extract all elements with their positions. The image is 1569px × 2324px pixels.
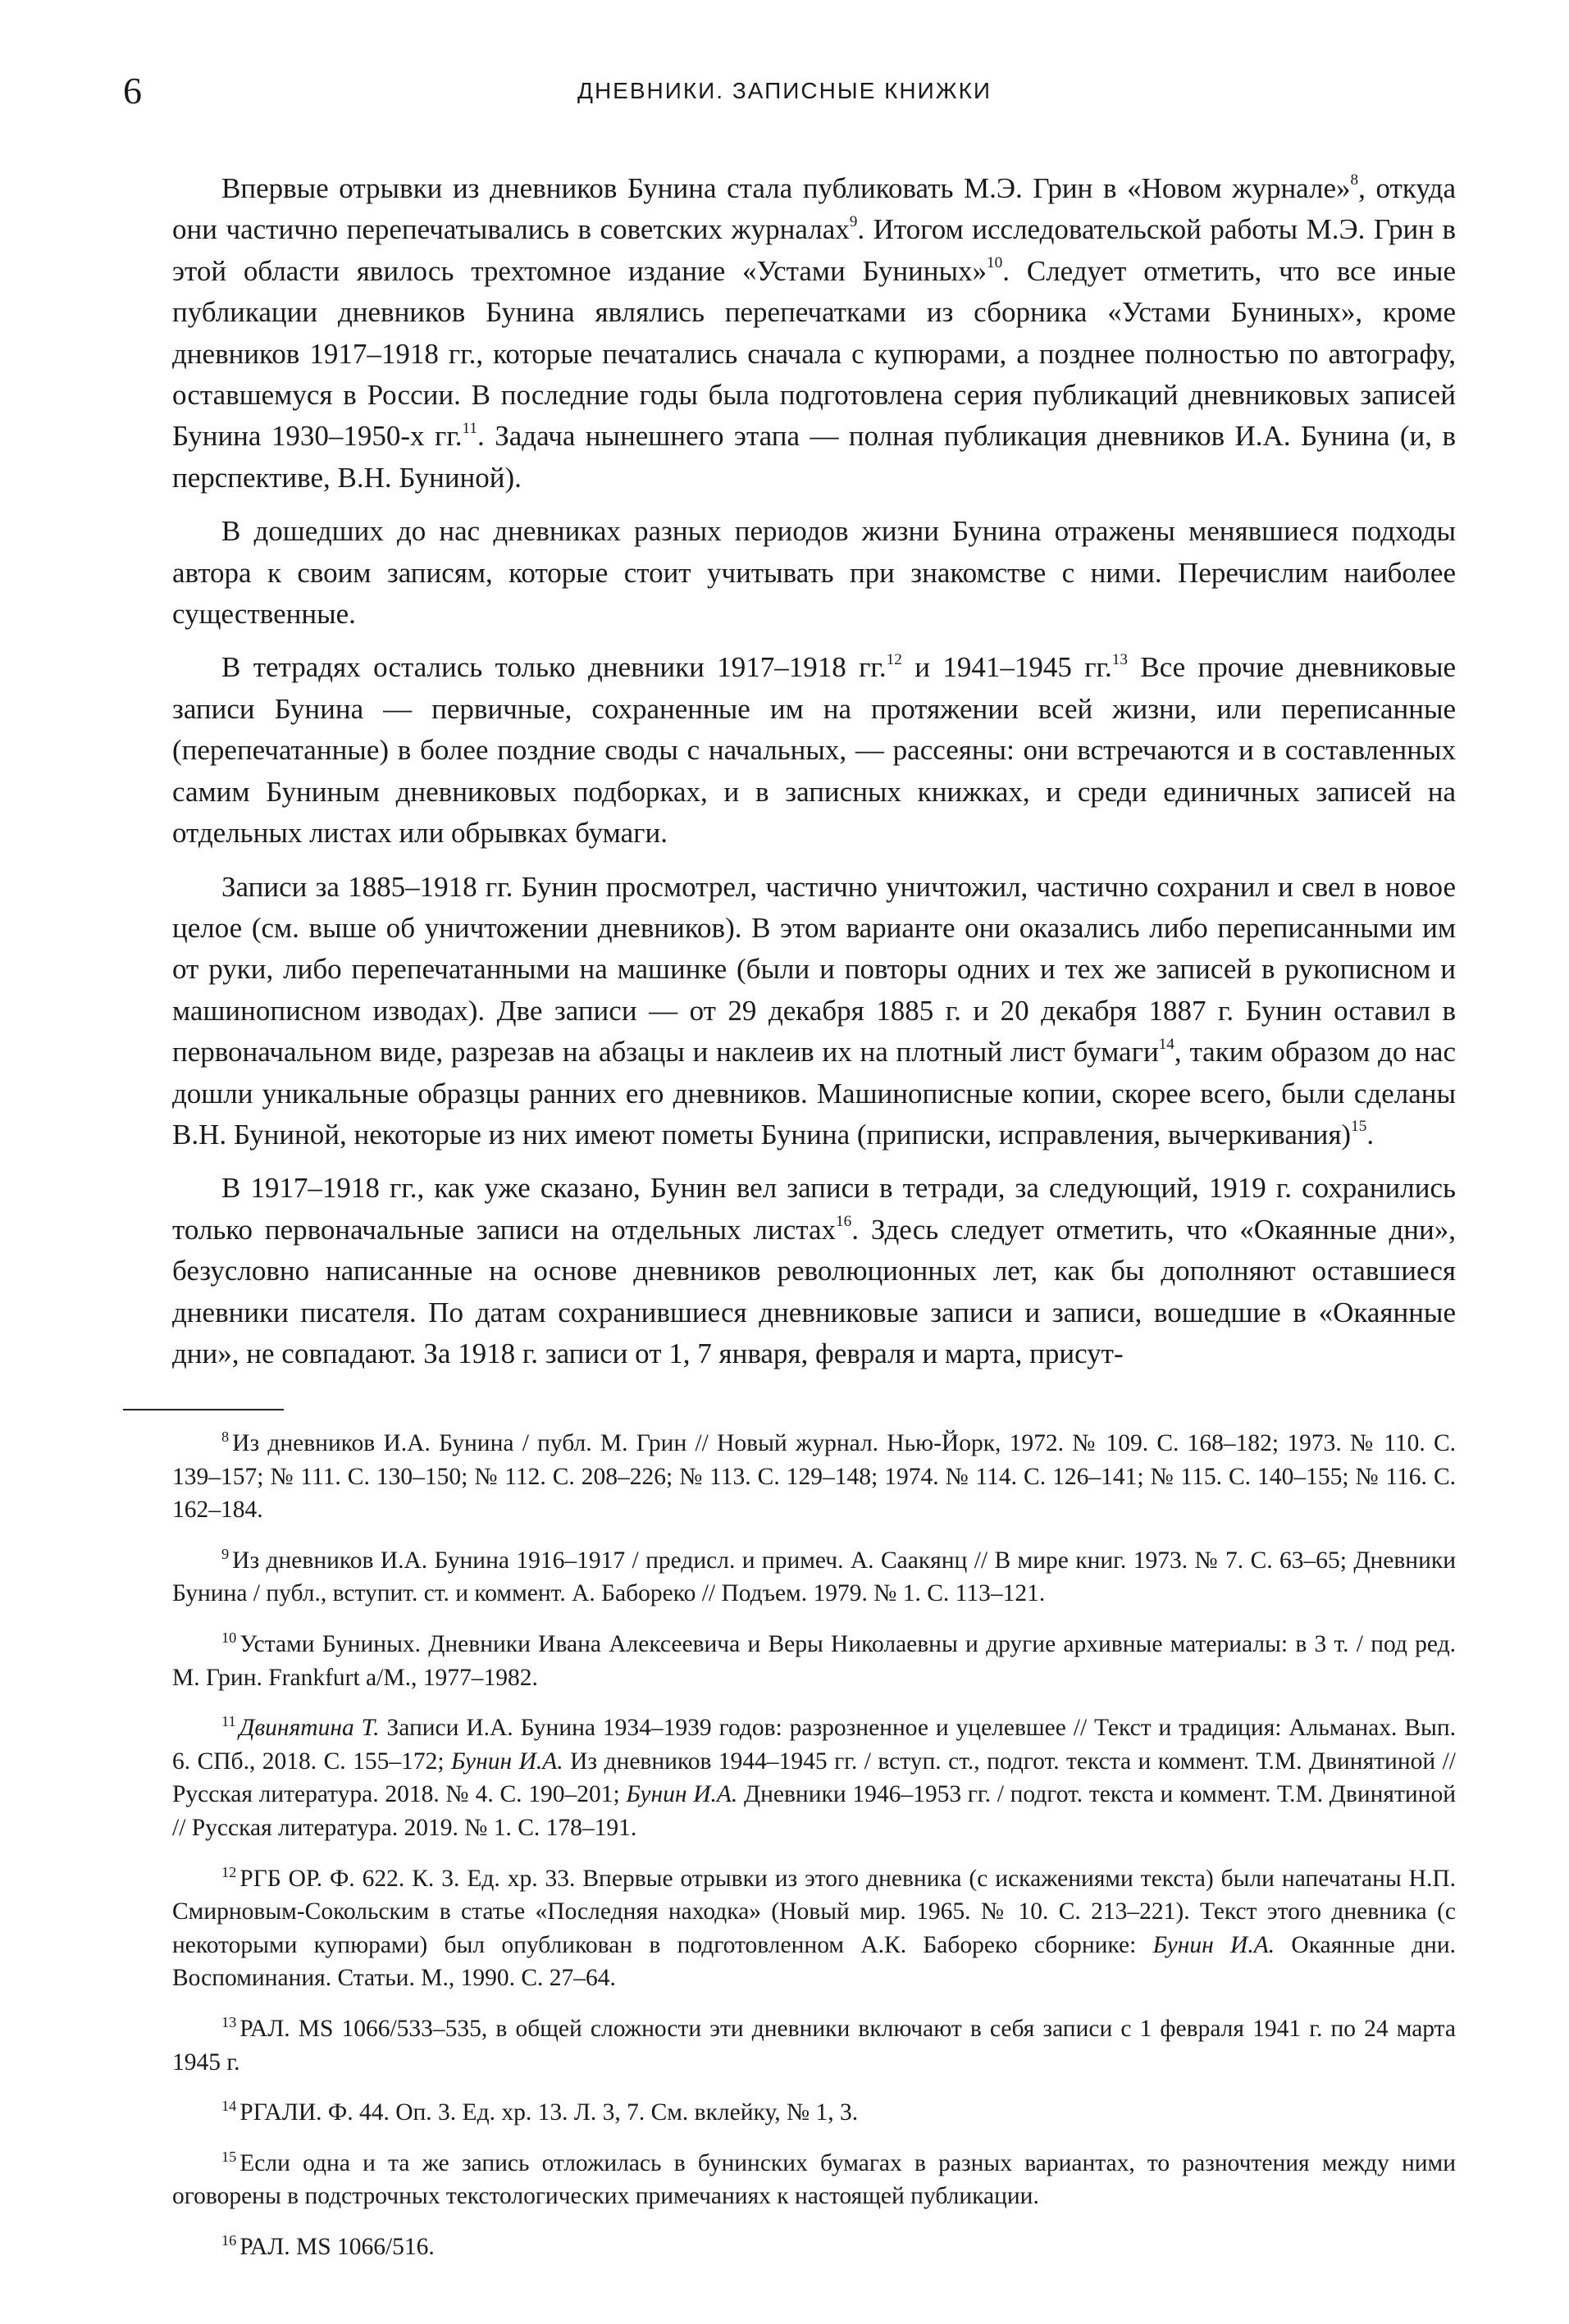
footnote-number: 14 <box>221 2098 237 2115</box>
footnote-ref-16[interactable]: 16 <box>836 1213 852 1231</box>
footnote-11: $^{11}$ Двинятина Т. Записи И.А. Бунина 1934–1939 годов: разрозненное и уцелевшее // Текст и традиция: Альманах. Вып. 6. СПб., 2018. С. 155–172; Бунин И.А. Из дневников 1944–1945 гг. / вступ. ст., подгот. текста и коммент. Т.М. Двинятиной // Русская литература. 2018. № 4. С. 190–201; Бунин И.А. Дневники 1946–1953 гг. / подгот. текста и коммент. Т.М. Двинятиной // Русская литература. 2019. № 1. С. 178–191. <box>172 1713 1456 1841</box>
footnote-15: $^{15}$ Если одна и та же запись отложилась в бунинских бумагах в разных вариантах, то разночтения между ними оговорены в подстрочных текстологических примечаниях к настоящей публикации. <box>172 2148 1456 2210</box>
paragraph-1: Впервые отрывки из дневников Бунина стала публиковать М.Э. Грин в «Новом журнале»$^8$, откуда они частично перепечатывались в советских журналах$^9$. Итогом исследовательской работы М.Э. Грин в этой области явилось трехтомное издание «Устами Буниных»$^{10}$. Следует отметить, что все иные публикации дневников Бунина являлись перепечатками из сборника «Устами Буниных», кроме дневников 1917–1918 гг., которые печатались сначала с купюрами, а позднее полностью по автографу, оставшемуся в России. В последние годы была подготовлена серия публикаций дневниковых записей Бунина 1930–1950-х гг.$^{11}$. Задача нынешнего этапа — полная публикация дневников И.А. Бунина (и, в перспективе, В.Н. Буниной). <box>172 171 1456 494</box>
footnote-13: $^{13}$ РАЛ. MS 1066/533–535, в общей сложности эти дневники включают в себя записи с 1 февраля 1941 г. по 24 марта 1945 г. <box>172 2014 1456 2076</box>
page-number: 6 <box>123 70 142 112</box>
footnote-number: 11 <box>221 1713 236 1730</box>
footnote-10: $^{10}$ Устами Буниных. Дневники Ивана Алексеевича и Веры Николаевны и другие архивные материалы: в 3 т. / под ред. М. Грин. Frankfurt a/M., 1977–1982. <box>172 1629 1456 1691</box>
footnote-16: $^{16}$ РАЛ. MS 1066/516. <box>221 2232 435 2260</box>
footnote-number: 10 <box>221 1629 237 1647</box>
footnote-ref-8[interactable]: 8 <box>1350 171 1359 189</box>
paragraph-3: В тетрадях остались только дневники 1917–1918 гг.$^{12}$ и 1941–1945 гг.$^{13}$ Все прочие дневниковые записи Бунина — первичные, сохраненные им на протяжении всей жизни, или переписанные (перепечатанные) в более поздние своды с начальных, — рассеяны: они встречаются и в составленных самим Буниным дневниковых подборках, и в записных книжках, и среди единичных записей на отдельных листах или обрывках бумаги. <box>172 650 1456 850</box>
footnote-ref-9[interactable]: 9 <box>849 212 858 230</box>
footnote-8: $^8$ Из дневников И.А. Бунина / публ. М. Грин // Новый журнал. Нью-Йорк, 1972. № 109. С. 168–182; 1973. № 110. С. 139–157; № 111. С. 130–150; № 112. С. 208–226; № 113. С. 129–148; 1974. № 114. С. 126–141; № 115. С. 140–155; № 116. С. 162–184. <box>172 1429 1456 1524</box>
paragraph-5: В 1917–1918 гг., как уже сказано, Бунин вел записи в тетради, за следующий, 1919 г. сохранились только первоначальные записи на отдельных листах$^{16}$. Здесь следует отметить, что «Окаянные дни», безусловно написанные на основе дневников революционных лет, как бы дополняют оставшиеся дневники писателя. По датам сохранившиеся дневниковые записи и записи, вошедшие в «Окаянные дни», не совпадают. За 1918 г. записи от 1, 7 января, февраля и марта, присут- <box>172 1172 1456 1369</box>
footnote-ref-13[interactable]: 13 <box>1111 650 1128 668</box>
footnote-9: $^9$ Из дневников И.А. Бунина 1916–1917 / предисл. и примеч. А. Саакянц // В мире книг. 1973. № 7. С. 63–65; Дневники Бунина / публ., вступит. ст. и коммент. А. Бабореко // Подъем. 1979. № 1. С. 113–121. <box>172 1545 1456 1607</box>
footnote-number: 9 <box>221 1545 230 1562</box>
footnote-number: 12 <box>221 1863 237 1880</box>
footnote-ref-15[interactable]: 15 <box>1351 1118 1367 1136</box>
author-name: Бунин И.А. <box>450 1748 563 1775</box>
footnote-number: 16 <box>221 2232 237 2249</box>
footnote-number: 13 <box>221 2014 237 2031</box>
paragraph-4: Записи за 1885–1918 гг. Бунин просмотрел, частично уничтожил, частично сохранил и свел в новое целое (см. выше об уничтожении дневников). В этом варианте они оказались либо переписанными им от руки, либо перепечатанными на машинке (были и повторы одних и тех же записей в рукописном и машинописном изводах). Две записи — от 29 декабря 1885 г. и 20 декабря 1887 г. Бунин оставил в первоначальном виде, разрезав на абзацы и наклеив их на плотный лист бумаги$^{14}$, таким образом до нас дошли уникальные образцы ранних его дневников. Машинописные копии, скорее всего, были сделаны В.Н. Буниной, некоторые из них имеют пометы Бунина (приписки, исправления, вычеркивания)$^{15}$. <box>172 870 1456 1151</box>
footnote-ref-10[interactable]: 10 <box>987 254 1003 272</box>
author-name: Двинятина Т. <box>239 1715 380 1742</box>
footnote-number: 8 <box>221 1429 230 1446</box>
footnote-number: 15 <box>221 2148 237 2165</box>
running-head: ДНЕВНИКИ. ЗАПИСНЫЕ КНИЖКИ <box>577 78 992 103</box>
footnote-ref-11[interactable]: 11 <box>462 419 478 437</box>
author-name: Бунин И.А. <box>1152 1931 1275 1958</box>
footnote-ref-14[interactable]: 14 <box>1158 1035 1174 1053</box>
main-text <box>172 168 1456 1374</box>
footnotes <box>172 1427 1456 2263</box>
footnote-12: $^{12}$ РГБ ОР. Ф. 622. К. 3. Ед. хр. 33. Впервые отрывки из этого дневника (с искажениями текста) были напечатаны Н.П. Смирновым-Сокольским в статье «Последняя находка» (Новый мир. 1965. № 10. С. 213–221). Текст этого дневника (с некоторыми купюрами) был опубликован в подготовленном А.К. Бабореко сборнике: Бунин И.А. Окаянные дни. Воспоминания. Статьи. М., 1990. С. 27–64. <box>172 1863 1457 1992</box>
footnote-14: $^{14}$ РГАЛИ. Ф. 44. Оп. 3. Ед. хр. 13. Л. 3, 7. См. вклейку, № 1, 3. <box>221 2098 859 2126</box>
footnote-separator <box>123 1409 284 1410</box>
footnote-ref-12[interactable]: 12 <box>886 650 902 668</box>
author-name: Бунин И.А. <box>626 1781 738 1808</box>
paragraph-2: В дошедших до нас дневниках разных периодов жизни Бунина отражены менявшиеся подходы автора к своим записям, которые стоит учитывать при знакомстве с ними. Перечислим наиболее существенные. <box>172 515 1456 631</box>
